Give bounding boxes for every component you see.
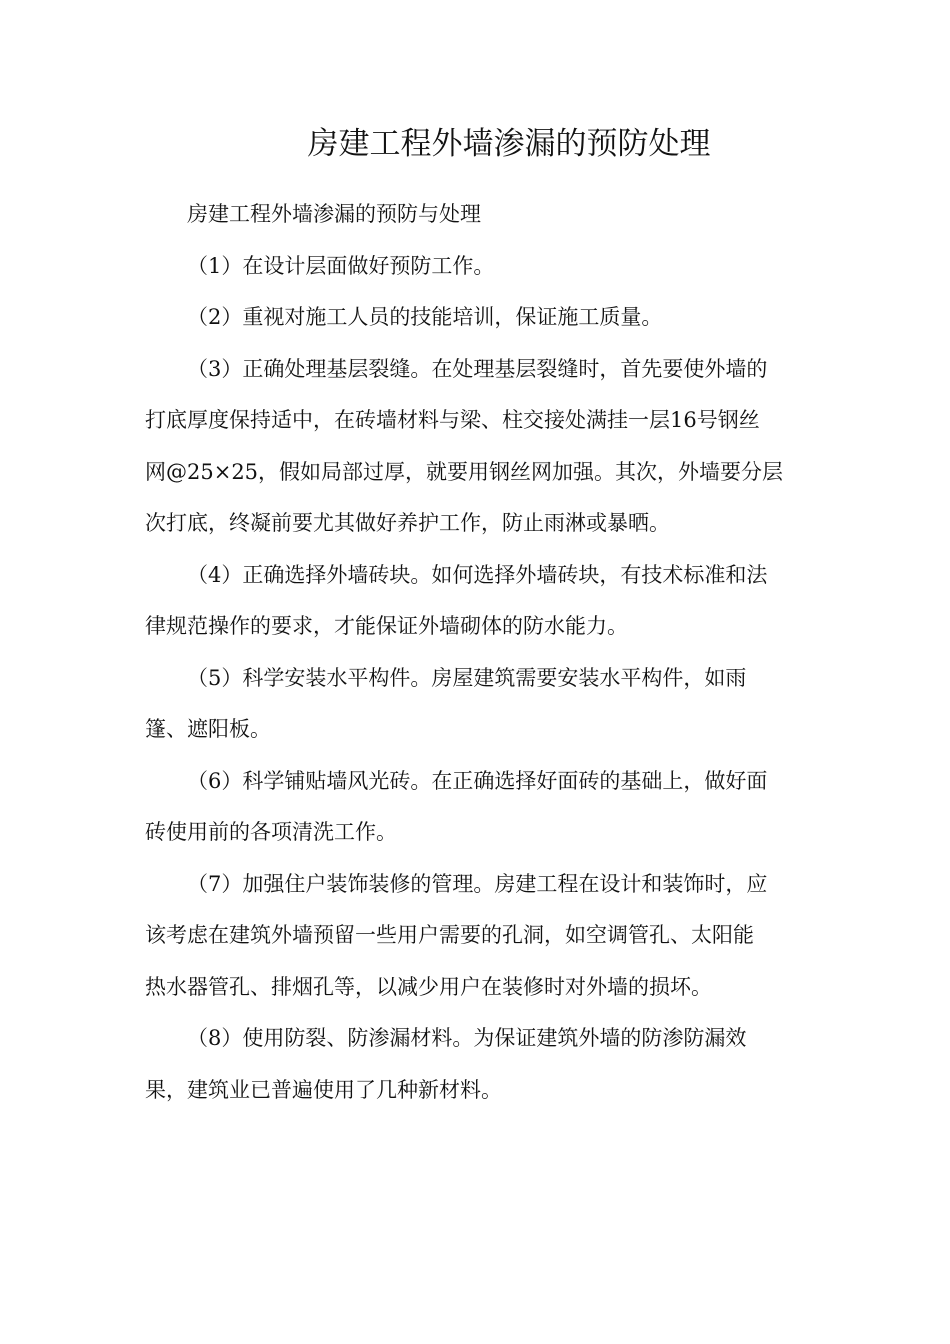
- paragraph-line: （1）在设计层面做好预防工作。: [187, 253, 495, 278]
- paragraph-line: 网@25×25，假如局部过厚，就要用钢丝网加强。其次，外墙要分层: [145, 459, 784, 484]
- paragraph-line: 篷、遮阳板。: [145, 717, 271, 741]
- paragraph-line: 律规范操作的要求，才能保证外墙砌体的防水能力。: [145, 614, 628, 638]
- paragraph-5: [145, 653, 809, 756]
- paragraph-line: 果，建筑业已普遍使用了几种新材料。: [145, 1077, 502, 1102]
- paragraph-line: （4）正确选择外墙砖块。如何选择外墙砖块，有技术标准和法: [187, 562, 768, 587]
- paragraph-line: （7）加强住户装饰装修的管理。房建工程在设计和装饰时，应: [187, 871, 768, 896]
- document-body: [145, 189, 809, 1116]
- paragraph-line: （3）正确处理基层裂缝。在处理基层裂缝时，首先要使外墙的: [187, 356, 768, 381]
- paragraph-7: [145, 859, 809, 1014]
- paragraph-line: 次打底，终凝前要尤其做好养护工作，防止雨淋或暴晒。: [145, 511, 670, 535]
- paragraph-line: 该考虑在建筑外墙预留一些用户需要的孔洞，如空调管孔、太阳能: [145, 923, 754, 947]
- paragraph-4: [145, 550, 809, 653]
- paragraph-6: [145, 756, 809, 859]
- paragraph-3: [145, 344, 809, 550]
- document-title: 房建工程外墙渗漏的预防处理: [307, 126, 711, 162]
- paragraph-line: （2）重视对施工人员的技能培训，保证施工质量。: [187, 305, 663, 329]
- paragraph-line: （5）科学安装水平构件。房屋建筑需要安装水平构件，如雨: [187, 665, 747, 690]
- paragraph-line: 打底厚度保持适中，在砖墙材料与梁、柱交接处满挂一层16号钢丝: [145, 408, 760, 432]
- paragraph-line: 房建工程外墙渗漏的预防与处理: [187, 202, 481, 226]
- paragraph-0: [145, 189, 809, 241]
- paragraph-2: [145, 292, 809, 344]
- paragraph-8: [145, 1013, 809, 1116]
- paragraph-line: 砖使用前的各项清洗工作。: [145, 820, 397, 844]
- paragraph-line: （8）使用防裂、防渗漏材料。为保证建筑外墙的防渗防漏效: [187, 1026, 747, 1050]
- paragraph-1: [145, 241, 809, 293]
- paragraph-line: （6）科学铺贴墙风光砖。在正确选择好面砖的基础上，做好面: [187, 768, 768, 793]
- paragraph-line: 热水器管孔、排烟孔等，以减少用户在装修时对外墙的损坏。: [145, 974, 712, 999]
